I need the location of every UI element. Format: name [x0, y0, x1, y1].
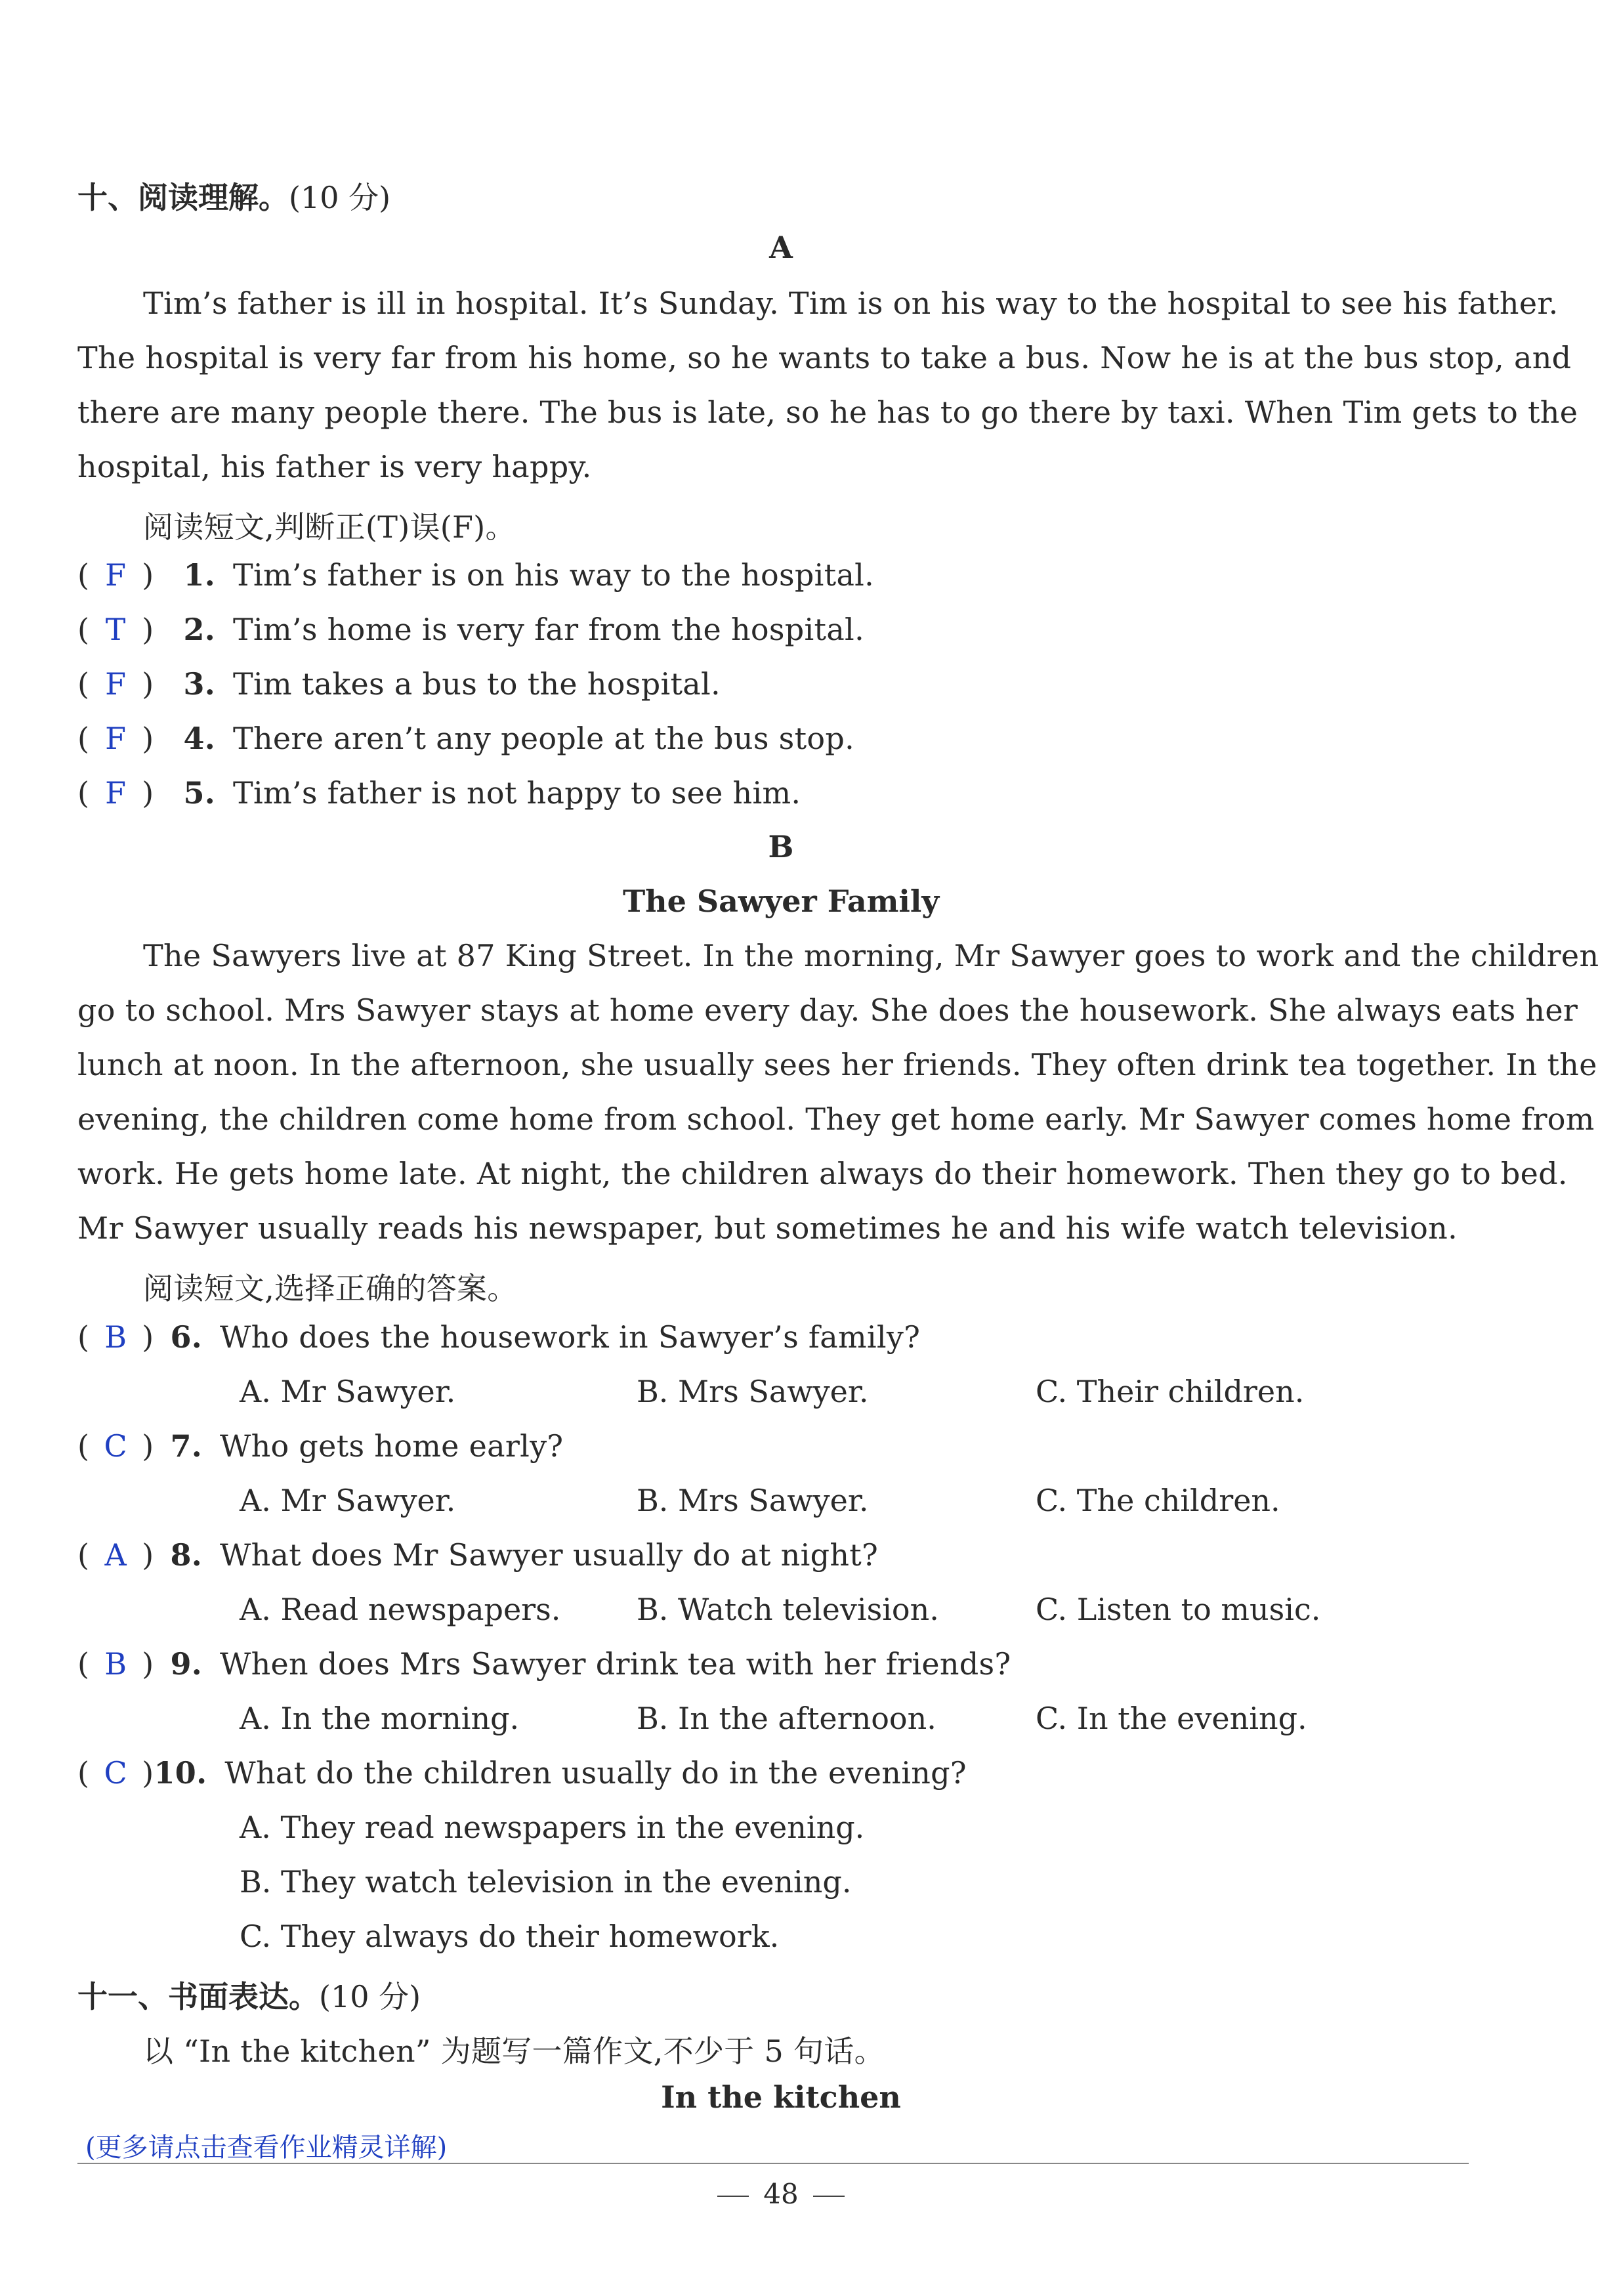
- item-text: Tim’s father is not happy to see him.: [233, 775, 801, 811]
- option-c: C. The children.: [1036, 1483, 1280, 1518]
- dash-right: [813, 2196, 845, 2197]
- part-b-line-3: lunch at noon. In the afternoon, she usually sees her friends. They often drink tea together. In the: [77, 1047, 1597, 1082]
- tf-item: ( T ) 2. Tim’s home is very far from the hospital.: [77, 612, 864, 647]
- answer-mark: F: [105, 775, 127, 811]
- section-10-heading: [77, 174, 390, 217]
- tf-item: ( F ) 4. There aren’t any people at the bus stop.: [77, 721, 855, 756]
- answer-mark: B: [104, 1646, 127, 1682]
- answer-mark: C: [104, 1755, 127, 1791]
- answer-mark: A: [104, 1537, 127, 1573]
- option-c: C. Their children.: [1036, 1374, 1305, 1409]
- item-number: 3.: [183, 666, 216, 702]
- answer-mark: T: [105, 612, 126, 647]
- question-number: 10.: [154, 1755, 207, 1791]
- item-number: 4.: [183, 721, 216, 756]
- part-b-line-2: go to school. Mrs Sawyer stays at home every day. She does the housework. She always eats her: [77, 992, 1578, 1028]
- option-b: B. Mrs Sawyer.: [637, 1374, 869, 1409]
- part-a-line-3: there are many people there. The bus is late, so he has to go there by taxi. When Tim gets to the: [77, 394, 1578, 430]
- option-a: A. Mr Sawyer.: [240, 1483, 456, 1518]
- section-11-points: (10 分): [319, 1979, 421, 2014]
- answer-mark: B: [104, 1319, 127, 1355]
- item-text: Tim’s home is very far from the hospital.: [233, 612, 864, 647]
- answer-mark: C: [104, 1428, 127, 1464]
- mc-question: ( C ) 7. Who gets home early?: [77, 1428, 564, 1464]
- option-b: B. Mrs Sawyer.: [637, 1483, 869, 1518]
- part-a-line-1: Tim’s father is ill in hospital. It’s Sunday. Tim is on his way to the hospital to see his father.: [143, 286, 1559, 321]
- option-a: A. Read newspapers.: [240, 1592, 561, 1627]
- item-text: Tim’s father is on his way to the hospital.: [233, 557, 875, 593]
- question-text: When does Mrs Sawyer drink tea with her friends?: [220, 1646, 1011, 1682]
- mc-question: ( A ) 8. What does Mr Sawyer usually do at night?: [77, 1537, 879, 1573]
- part-a-line-4: hospital, his father is very happy.: [77, 449, 592, 484]
- mc-question: ( B ) 9. When does Mrs Sawyer drink tea with her friends?: [77, 1646, 1011, 1682]
- option-b: B. Watch television.: [637, 1592, 939, 1627]
- part-b-title: The Sawyer Family: [622, 883, 940, 919]
- question-number: 9.: [170, 1646, 203, 1682]
- part-a-instruction: 阅读短文,判断正(T)误(F)。: [143, 509, 516, 545]
- dash-left: [717, 2196, 749, 2197]
- part-b-instruction: 阅读短文,选择正确的答案。: [143, 1271, 518, 1306]
- writing-prompt: 以 “In the kitchen” 为题写一篇作文,不少于 5 句话。: [143, 2033, 885, 2069]
- section-11-title: 十一、书面表达。: [77, 1979, 319, 2014]
- mc-question: ( B ) 6. Who does the housework in Sawyer’s family?: [77, 1319, 921, 1355]
- tf-item: ( F ) 3. Tim takes a bus to the hospital.: [77, 666, 721, 702]
- option-a: A. They read newspapers in the evening.: [240, 1810, 865, 1845]
- question-number: 6.: [170, 1319, 203, 1355]
- tf-item: ( F ) 5. Tim’s father is not happy to see him.: [77, 775, 801, 811]
- page-number-wrapper: [0, 2178, 1562, 2210]
- page-number: 48: [763, 2178, 799, 2210]
- section-10-title: 十、阅读理解。: [77, 180, 289, 215]
- essay-title: In the kitchen: [661, 2079, 901, 2115]
- question-number: 7.: [170, 1428, 203, 1464]
- question-text: What does Mr Sawyer usually do at night?: [220, 1537, 879, 1573]
- option-c: C. They always do their homework.: [240, 1919, 780, 1954]
- section-10-points: (10 分): [289, 180, 391, 215]
- option-c: C. In the evening.: [1036, 1701, 1307, 1736]
- answer-mark: F: [105, 666, 127, 702]
- item-text: Tim takes a bus to the hospital.: [233, 666, 721, 702]
- option-b: B. In the afternoon.: [637, 1701, 936, 1736]
- question-text: Who does the housework in Sawyer’s family?: [220, 1319, 921, 1355]
- item-number: 5.: [183, 775, 216, 811]
- part-a-label: A: [769, 230, 793, 265]
- answer-mark: F: [105, 721, 127, 756]
- part-b-line-4: evening, the children come home from school. They get home early. Mr Sawyer comes home from: [77, 1101, 1595, 1137]
- mc-question: ( C )10. What do the children usually do in the evening?: [77, 1755, 967, 1791]
- item-number: 2.: [183, 612, 216, 647]
- part-b-line-6: Mr Sawyer usually reads his newspaper, but sometimes he and his wife watch television.: [77, 1210, 1458, 1246]
- option-b: B. They watch television in the evening.: [240, 1864, 852, 1900]
- answer-mark: F: [105, 557, 127, 593]
- option-a: A. In the morning.: [240, 1701, 520, 1736]
- item-number: 1.: [183, 557, 216, 593]
- question-text: Who gets home early?: [220, 1428, 564, 1464]
- section-11-heading: [77, 1973, 421, 2016]
- part-b-label: B: [768, 829, 794, 864]
- more-details-link[interactable]: (更多请点击查看作业精灵详解): [85, 2133, 448, 2163]
- part-a-line-2: The hospital is very far from his home, so he wants to take a bus. Now he is at the bus stop, and: [77, 340, 1572, 375]
- item-text: There aren’t any people at the bus stop.: [233, 721, 855, 756]
- question-text: What do the children usually do in the evening?: [224, 1755, 967, 1791]
- part-b-line-5: work. He gets home late. At night, the children always do their homework. Then they go to bed.: [77, 1156, 1568, 1191]
- part-b-line-1: The Sawyers live at 87 King Street. In the morning, Mr Sawyer goes to work and the children: [143, 938, 1599, 973]
- footer-divider: [77, 2163, 1469, 2164]
- tf-item: ( F ) 1. Tim’s father is on his way to the hospital.: [77, 557, 875, 593]
- option-c: C. Listen to music.: [1036, 1592, 1321, 1627]
- option-a: A. Mr Sawyer.: [240, 1374, 456, 1409]
- question-number: 8.: [170, 1537, 203, 1573]
